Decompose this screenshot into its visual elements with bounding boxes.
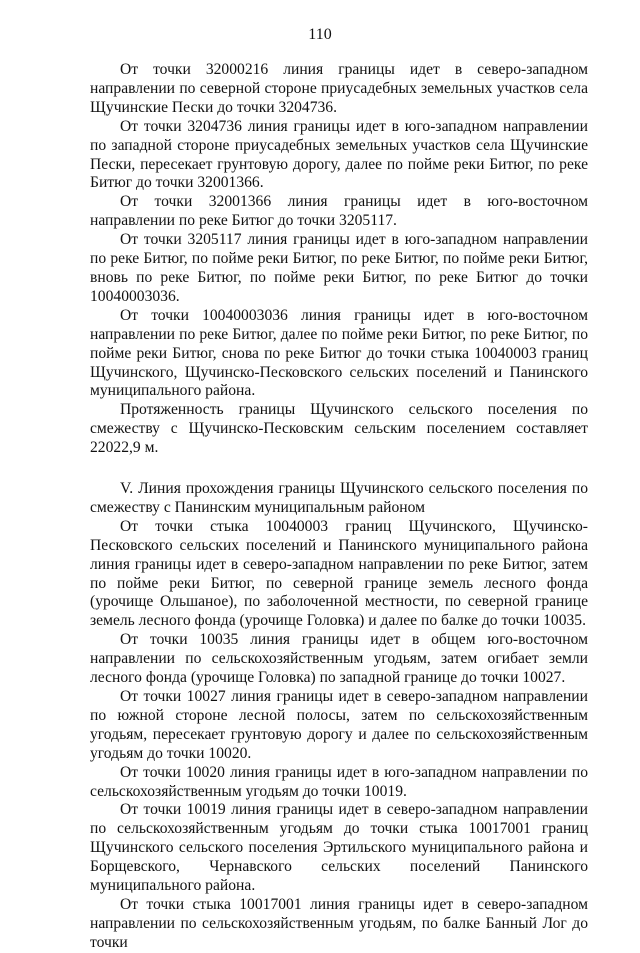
paragraph-point-32000216: От точки 32000216 линия границы идет в северо-западном направлении по северной стороне приусадебных земельных участков села Щучинские Пески до точки 3204736. — [90, 61, 588, 116]
section-spacer — [90, 458, 588, 480]
paragraph-point-10027: От точки 10027 линия границы идет в северо-западном направлении по южной стороне лесной полосы, затем по сельскохозяйственным угодьям, пересекает грунтовую дорогу и далее по сельскохозяйственным угодьям до точки 10020. — [90, 688, 588, 762]
paragraph-point-3205117: От точки 3205117 линия границы идет в юго-западном направлении по реке Битюг, по пойме реки Битюг, по реке Битюг, по пойме реки Битюг, вновь по реке Битюг, по пойме реки Битюг, по реке Битюг до точки 10040003036. — [90, 231, 588, 305]
paragraph-point-32001366: От точки 32001366 линия границы идет в юго-восточном направлении по реке Битюг до точки 3205117. — [90, 193, 588, 230]
paragraph-boundary-length: Протяженность границы Щучинского сельского поселения по смежеству с Щучинско-Песковским сельским поселением составляет 22022,9 м. — [90, 401, 588, 457]
paragraph-point-10019: От точки 10019 линия границы идет в северо-западном направлении по сельскохозяйственным угодьям до точки стыка 10017001 границ Щучинского сельского поселения Эртильского муниципального района и Борщевского, Чернавского сельских поселений Панинского муниципального района. — [90, 801, 588, 895]
paragraph-point-10020: От точки 10020 линия границы идет в юго-западном направлении по сельскохозяйственным угодьям до точки 10019. — [90, 763, 588, 800]
paragraph-point-10040003: От точки стыка 10040003 границ Щучинского, Щучинско-Песковского сельских поселений и Панинского муниципального района линия границы идет в северо-западном направлении по реке Битюг, затем по пойме реки Битюг, по северной границе земель лесного фонда (урочище Ольшаное), по заболоченной местности, по северной границе земель лесного фонда (урочище Головка) и далее по балке до точки 10035. — [90, 517, 588, 630]
paragraph-point-10035: От точки 10035 линия границы идет в общем юго-восточном направлении по сельскохозяйственным угодьям, затем огибает земли лесного фонда (урочище Головка) по западной границе до точки 10027. — [90, 631, 588, 687]
paragraph-point-3204736: От точки 3204736 линия границы идет в юго-западном направлении по западной стороне приусадебных земельных участков села Щучинские Пески, пересекает грунтовую дорогу, далее по пойме реки Битюг, по реке Битюг до точки 32001366. — [90, 117, 588, 192]
paragraph-point-10040003036: От точки 10040003036 линия границы идет в юго-восточном направлении по реке Битюг, далее по пойме реки Битюг, по реке Битюг, по пойме реки Битюг, снова по реке Битюг до точки стыка 10040003 границ Щучинского, Щучинско-Песковского сельских поселений и Панинского муниципального района. — [90, 306, 588, 400]
document-body — [90, 61, 588, 953]
page-number: 110 — [308, 26, 332, 43]
paragraph-point-10017001: От точки стыка 10017001 линия границы идет в северо-западном направлении по сельскохозяйственным угодьям, по балке Банный Лог до точки — [90, 895, 588, 951]
section-v-heading: V. Линия прохождения границы Щучинского сельского поселения по смежеству с Панинским муниципальным районом — [90, 480, 588, 516]
